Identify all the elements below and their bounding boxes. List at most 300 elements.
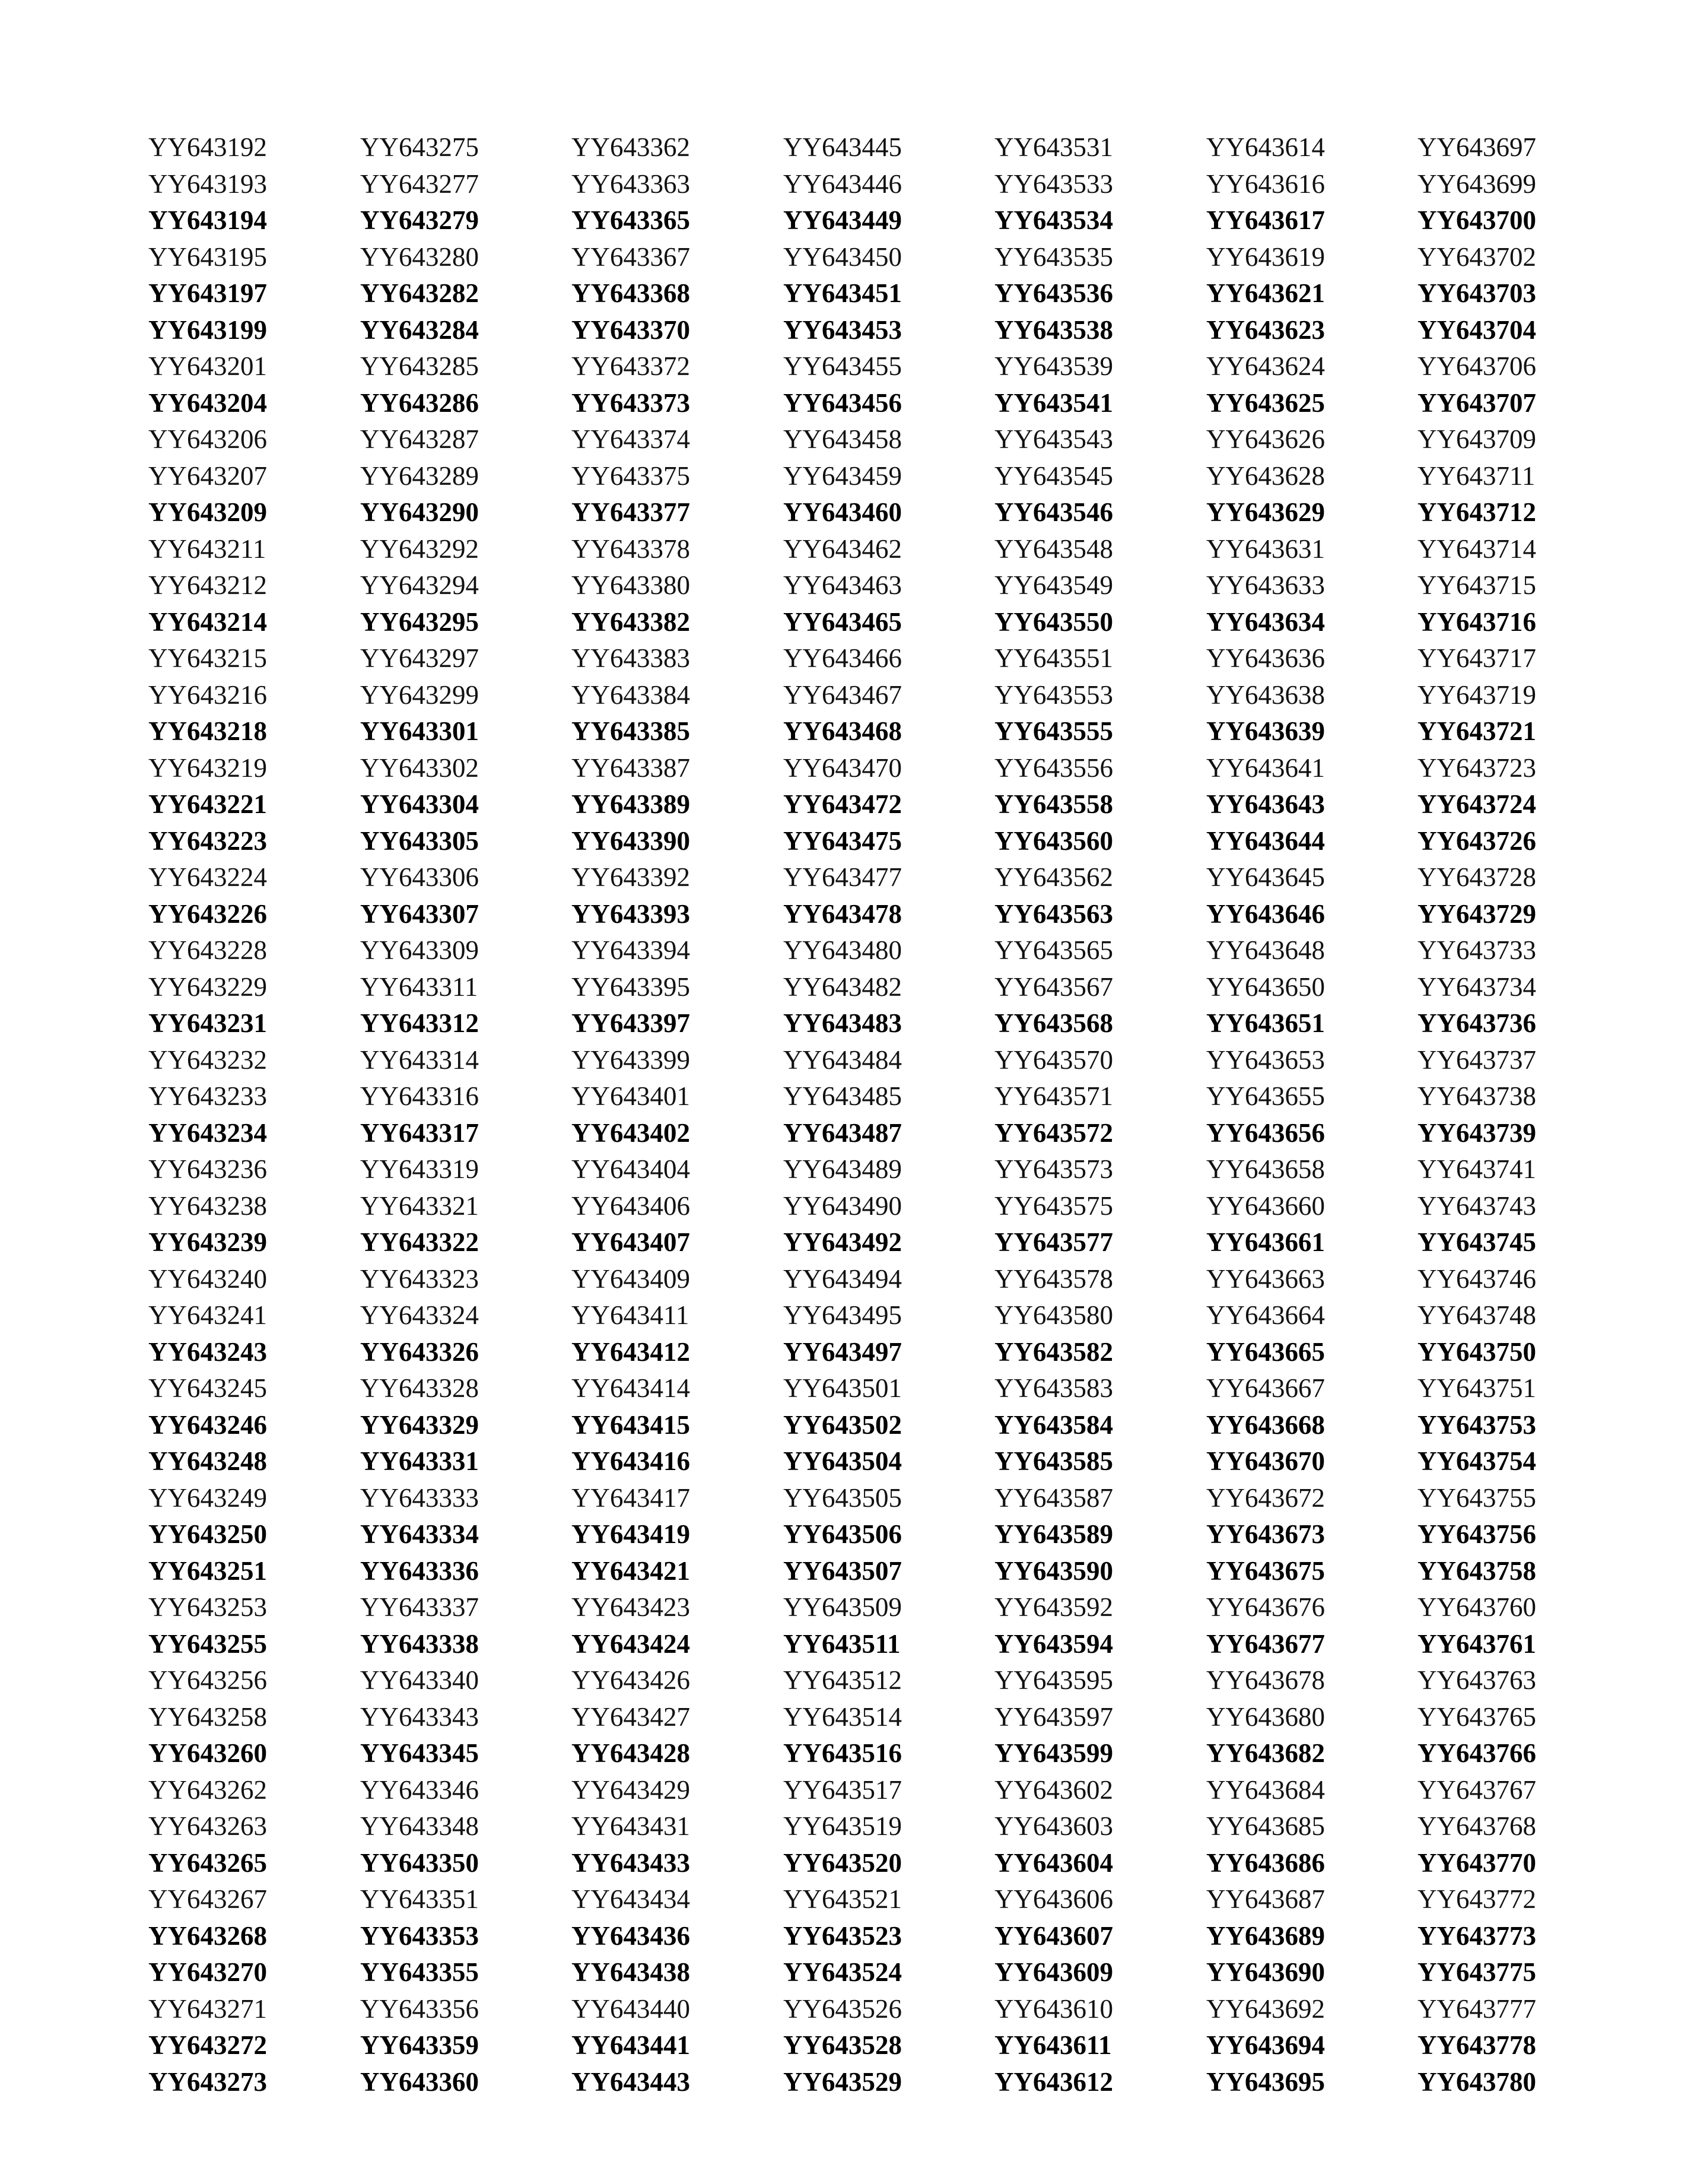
id-entry: YY643750 [1417,1337,1536,1367]
id-entry: YY643651 [1206,1008,1325,1038]
id-entry: YY643575 [994,1191,1113,1221]
id-entry: YY643373 [571,388,690,418]
id-entry: YY643582 [994,1337,1113,1367]
id-entry: YY643487 [783,1118,902,1148]
id-entry: YY643617 [1206,205,1325,235]
id-entry: YY643714 [1417,534,1536,564]
id-entry: YY643748 [1417,1300,1536,1330]
id-entry: YY643411 [571,1300,689,1330]
id-entry: YY643621 [1206,278,1325,308]
id-entry: YY643573 [994,1154,1113,1184]
id-entry: YY643678 [1206,1665,1325,1695]
id-entry: YY643350 [360,1847,479,1878]
id-entry: YY643309 [360,935,479,965]
id-entry: YY643397 [571,1008,690,1038]
id-entry: YY643280 [360,242,479,272]
id-entry: YY643243 [148,1337,267,1367]
id-entry: YY643765 [1417,1702,1536,1732]
id-entry: YY643463 [783,570,902,600]
id-entry: YY643346 [360,1774,479,1805]
id-entry: YY643634 [1206,607,1325,637]
id-entry: YY643507 [783,1556,902,1586]
id-entry: YY643367 [571,242,690,272]
id-entry: YY643531 [994,132,1113,162]
id-entry: YY643316 [360,1081,479,1111]
id-entry: YY643226 [148,899,267,929]
id-entry: YY643351 [360,1884,479,1914]
id-entry: YY643719 [1417,680,1536,710]
id-entry: YY643761 [1417,1629,1536,1659]
id-entry: YY643610 [994,1993,1113,2024]
id-entry: YY643241 [148,1300,267,1330]
id-entry: YY643478 [783,899,902,929]
id-entry: YY643584 [994,1410,1113,1440]
id-entry: YY643687 [1206,1884,1325,1914]
id-entry: YY643550 [994,607,1113,637]
id-entry: YY643267 [148,1884,267,1914]
id-entry: YY643251 [148,1556,267,1586]
id-entry: YY643504 [783,1446,902,1476]
id-entry: YY643348 [360,1811,479,1841]
id-entry: YY643353 [360,1920,479,1951]
id-entry: YY643485 [783,1081,902,1111]
id-entry: YY643737 [1417,1045,1536,1075]
id-entry: YY643211 [148,534,266,564]
id-entry: YY643409 [571,1264,690,1294]
id-entry: YY643305 [360,826,479,856]
id-entry: YY643362 [571,132,690,162]
id-entry: YY643756 [1417,1519,1536,1549]
id-entry: YY643589 [994,1519,1113,1549]
id-entry: YY643455 [783,351,902,381]
id-entry: YY643682 [1206,1738,1325,1768]
id-entry: YY643262 [148,1774,267,1805]
id-entry: YY643578 [994,1264,1113,1294]
id-entry: YY643670 [1206,1446,1325,1476]
id-entry: YY643470 [783,753,902,783]
id-entry: YY643772 [1417,1884,1536,1914]
id-entry: YY643501 [783,1373,902,1403]
id-entry: YY643459 [783,461,902,491]
id-entry: YY643395 [571,972,690,1002]
id-entry: YY643639 [1206,716,1325,746]
id-entry: YY643355 [360,1957,479,1987]
id-entry: YY643631 [1206,534,1325,564]
id-entry: YY643197 [148,278,267,308]
id-entry: YY643260 [148,1738,267,1768]
id-entry: YY643275 [360,132,479,162]
id-entry: YY643626 [1206,424,1325,454]
id-entry: YY643599 [994,1738,1113,1768]
id-entry: YY643204 [148,388,267,418]
id-entry: YY643401 [571,1081,690,1111]
id-entry: YY643739 [1417,1118,1536,1148]
id-entry: YY643219 [148,753,267,783]
id-entry: YY643414 [571,1373,690,1403]
id-column-5 [994,129,1190,2100]
id-entry: YY643685 [1206,1811,1325,1841]
id-entry: YY643453 [783,315,902,345]
id-entry: YY643694 [1206,2030,1325,2060]
id-entry: YY643375 [571,461,690,491]
id-entry: YY643611 [994,2030,1112,2060]
id-entry: YY643449 [783,205,902,235]
id-entry: YY643484 [783,1045,902,1075]
id-entry: YY643511 [783,1629,901,1659]
id-entry: YY643677 [1206,1629,1325,1659]
id-entry: YY643563 [994,899,1113,929]
id-entry: YY643702 [1417,242,1536,272]
id-entry: YY643514 [783,1702,902,1732]
id-entry: YY643279 [360,205,479,235]
id-entry: YY643404 [571,1154,690,1184]
id-entry: YY643282 [360,278,479,308]
id-entry: YY643603 [994,1811,1113,1841]
id-entry: YY643571 [994,1081,1113,1111]
id-entry: YY643209 [148,497,267,527]
id-entry: YY643595 [994,1665,1113,1695]
id-entry: YY643758 [1417,1556,1536,1586]
id-entry: YY643270 [148,1957,267,1987]
id-entry: YY643240 [148,1264,267,1294]
id-entry: YY643763 [1417,1665,1536,1695]
id-entry: YY643766 [1417,1738,1536,1768]
id-entry: YY643663 [1206,1264,1325,1294]
id-entry: YY643628 [1206,461,1325,491]
id-entry: YY643302 [360,753,479,783]
id-entry: YY643686 [1206,1847,1325,1878]
id-entry: YY643239 [148,1227,267,1257]
id-entry: YY643460 [783,497,902,527]
id-entry: YY643606 [994,1884,1113,1914]
id-entry: YY643636 [1206,643,1325,673]
id-entry: YY643624 [1206,351,1325,381]
id-entry: YY643289 [360,461,479,491]
id-entry: YY643643 [1206,789,1325,819]
id-entry: YY643360 [360,2066,479,2097]
id-entry: YY643378 [571,534,690,564]
id-entry: YY643520 [783,1847,902,1878]
id-entry: YY643633 [1206,570,1325,600]
id-entry: YY643770 [1417,1847,1536,1878]
id-entry: YY643509 [783,1592,902,1622]
id-entry: YY643548 [994,534,1113,564]
id-entry: YY643343 [360,1702,479,1732]
id-entry: YY643207 [148,461,267,491]
id-entry: YY643317 [360,1118,479,1148]
id-entry: YY643380 [571,570,690,600]
id-entry: YY643553 [994,680,1113,710]
id-entry: YY643609 [994,1957,1113,1987]
id-entry: YY643707 [1417,388,1536,418]
id-entry: YY643653 [1206,1045,1325,1075]
id-entry: YY643545 [994,461,1113,491]
id-entry: YY643753 [1417,1410,1536,1440]
id-entry: YY643572 [994,1118,1113,1148]
id-entry: YY643334 [360,1519,479,1549]
id-entry: YY643370 [571,315,690,345]
id-entry: YY643728 [1417,862,1536,892]
id-entry: YY643382 [571,607,690,637]
id-entry: YY643692 [1206,1993,1325,2024]
id-entry: YY643648 [1206,935,1325,965]
id-entry: YY643675 [1206,1556,1325,1586]
id-entry: YY643641 [1206,753,1325,783]
id-entry: YY643660 [1206,1191,1325,1221]
id-entry: YY643215 [148,643,267,673]
id-entry: YY643443 [571,2066,690,2097]
id-entry: YY643268 [148,1920,267,1951]
id-entry: YY643465 [783,607,902,637]
id-entry: YY643546 [994,497,1113,527]
id-entry: YY643614 [1206,132,1325,162]
id-entry: YY643570 [994,1045,1113,1075]
id-entry: YY643384 [571,680,690,710]
id-entry: YY643555 [994,716,1113,746]
id-entry: YY643512 [783,1665,902,1695]
id-entry: YY643723 [1417,753,1536,783]
id-entry: YY643385 [571,716,690,746]
id-entry: YY643729 [1417,899,1536,929]
id-entry: YY643680 [1206,1702,1325,1732]
id-entry: YY643368 [571,278,690,308]
id-entry: YY643232 [148,1045,267,1075]
id-entry: YY643523 [783,1920,902,1951]
id-entry: YY643285 [360,351,479,381]
id-column-7 [1417,129,1613,2100]
id-entry: YY643429 [571,1774,690,1805]
id-entry: YY643438 [571,1957,690,1987]
id-entry: YY643216 [148,680,267,710]
id-entry: YY643716 [1417,607,1536,637]
id-entry: YY643483 [783,1008,902,1038]
id-entry: YY643567 [994,972,1113,1002]
id-entry: YY643517 [783,1774,902,1805]
id-entry: YY643321 [360,1191,479,1221]
id-entry: YY643312 [360,1008,479,1038]
id-entry: YY643387 [571,753,690,783]
id-column-6 [1206,129,1402,2100]
id-entry: YY643294 [360,570,479,600]
id-entry: YY643519 [783,1811,902,1841]
id-entry: YY643458 [783,424,902,454]
id-entry: YY643417 [571,1483,690,1513]
id-entry: YY643490 [783,1191,902,1221]
id-entry: YY643256 [148,1665,267,1695]
id-entry: YY643393 [571,899,690,929]
id-entry: YY643193 [148,169,267,199]
id-entry: YY643528 [783,2030,902,2060]
id-entry: YY643299 [360,680,479,710]
id-entry: YY643402 [571,1118,690,1148]
id-entry: YY643734 [1417,972,1536,1002]
id-entry: YY643494 [783,1264,902,1294]
id-entry: YY643533 [994,169,1113,199]
id-entry: YY643667 [1206,1373,1325,1403]
id-entry: YY643775 [1417,1957,1536,1987]
id-entry: YY643551 [994,643,1113,673]
id-entry: YY643328 [360,1373,479,1403]
id-entry: YY643558 [994,789,1113,819]
id-entry: YY643407 [571,1227,690,1257]
id-entry: YY643597 [994,1702,1113,1732]
id-entry: YY643721 [1417,716,1536,746]
id-entry: YY643646 [1206,899,1325,929]
id-entry: YY643263 [148,1811,267,1841]
id-entry: YY643743 [1417,1191,1536,1221]
id-entry: YY643224 [148,862,267,892]
id-entry: YY643195 [148,242,267,272]
id-entry: YY643292 [360,534,479,564]
id-entry: YY643277 [360,169,479,199]
id-entry: YY643746 [1417,1264,1536,1294]
id-entry: YY643706 [1417,351,1536,381]
id-entry: YY643394 [571,935,690,965]
id-entry: YY643673 [1206,1519,1325,1549]
id-entry: YY643672 [1206,1483,1325,1513]
id-entry: YY643433 [571,1847,690,1878]
id-entry: YY643717 [1417,643,1536,673]
id-entry: YY643416 [571,1446,690,1476]
id-entry: YY643229 [148,972,267,1002]
id-entry: YY643295 [360,607,479,637]
id-entry: YY643255 [148,1629,267,1659]
id-entry: YY643272 [148,2030,267,2060]
id-entry: YY643699 [1417,169,1536,199]
id-entry: YY643363 [571,169,690,199]
id-entry: YY643645 [1206,862,1325,892]
id-entry: YY643372 [571,351,690,381]
id-column-3 [571,129,767,2100]
id-entry: YY643246 [148,1410,267,1440]
id-entry: YY643492 [783,1227,902,1257]
id-entry: YY643389 [571,789,690,819]
id-entry: YY643456 [783,388,902,418]
id-entry: YY643228 [148,935,267,965]
id-entry: YY643594 [994,1629,1113,1659]
id-entry: YY643736 [1417,1008,1536,1038]
id-entry: YY643556 [994,753,1113,783]
id-entry: YY643245 [148,1373,267,1403]
id-entry: YY643562 [994,862,1113,892]
id-entry: YY643441 [571,2030,690,2060]
id-entry: YY643214 [148,607,267,637]
id-entry: YY643580 [994,1300,1113,1330]
id-entry: YY643223 [148,826,267,856]
id-entry: YY643650 [1206,972,1325,1002]
id-entry: YY643655 [1206,1081,1325,1111]
id-entry: YY643212 [148,570,267,600]
id-entry: YY643383 [571,643,690,673]
id-entry: YY643480 [783,935,902,965]
id-entry: YY643446 [783,169,902,199]
id-entry: YY643709 [1417,424,1536,454]
id-entry: YY643755 [1417,1483,1536,1513]
id-entry: YY643287 [360,424,479,454]
id-entry: YY643273 [148,2066,267,2097]
id-entry: YY643284 [360,315,479,345]
id-entry: YY643565 [994,935,1113,965]
id-entry: YY643602 [994,1774,1113,1805]
id-entry: YY643495 [783,1300,902,1330]
id-entry: YY643661 [1206,1227,1325,1257]
id-entry: YY643253 [148,1592,267,1622]
id-entry: YY643199 [148,315,267,345]
id-entry: YY643623 [1206,315,1325,345]
id-entry: YY643467 [783,680,902,710]
id-entry: YY643538 [994,315,1113,345]
id-entry: YY643311 [360,972,478,1002]
id-entry: YY643767 [1417,1774,1536,1805]
id-entry: YY643415 [571,1410,690,1440]
id-entry: YY643218 [148,716,267,746]
id-entry: YY643754 [1417,1446,1536,1476]
id-entry: YY643521 [783,1884,902,1914]
id-entry: YY643535 [994,242,1113,272]
id-entry: YY643506 [783,1519,902,1549]
id-entry: YY643249 [148,1483,267,1513]
id-entry: YY643577 [994,1227,1113,1257]
id-entry: YY643541 [994,388,1113,418]
id-entry: YY643319 [360,1154,479,1184]
id-entry: YY643668 [1206,1410,1325,1440]
id-entry: YY643524 [783,1957,902,1987]
id-entry: YY643665 [1206,1337,1325,1367]
id-entry: YY643258 [148,1702,267,1732]
id-entry: YY643201 [148,351,267,381]
id-entry: YY643250 [148,1519,267,1549]
id-entry: YY643419 [571,1519,690,1549]
id-entry: YY643345 [360,1738,479,1768]
id-entry: YY643337 [360,1592,479,1622]
id-entry: YY643489 [783,1154,902,1184]
id-entry: YY643290 [360,497,479,527]
id-entry: YY643625 [1206,388,1325,418]
id-entry: YY643703 [1417,278,1536,308]
id-entry: YY643583 [994,1373,1113,1403]
id-entry: YY643534 [994,205,1113,235]
id-entry: YY643374 [571,424,690,454]
id-entry: YY643329 [360,1410,479,1440]
id-entry: YY643516 [783,1738,902,1768]
id-entry: YY643248 [148,1446,267,1476]
id-entry: YY643406 [571,1191,690,1221]
id-entry: YY643304 [360,789,479,819]
id-entry: YY643428 [571,1738,690,1768]
id-entry: YY643424 [571,1629,690,1659]
id-entry: YY643715 [1417,570,1536,600]
id-entry: YY643356 [360,1993,479,2024]
id-entry: YY643778 [1417,2030,1536,2060]
id-entry: YY643450 [783,242,902,272]
id-entry: YY643440 [571,1993,690,2024]
id-entry: YY643336 [360,1556,479,1586]
id-entry: YY643323 [360,1264,479,1294]
id-entry: YY643377 [571,497,690,527]
id-entry: YY643472 [783,789,902,819]
id-entry: YY643234 [148,1118,267,1148]
id-entry: YY643265 [148,1847,267,1878]
id-entry: YY643616 [1206,169,1325,199]
id-entry: YY643297 [360,643,479,673]
id-entry: YY643331 [360,1446,479,1476]
id-entry: YY643768 [1417,1811,1536,1841]
id-entry: YY643322 [360,1227,479,1257]
id-entry: YY643733 [1417,935,1536,965]
id-entry: YY643689 [1206,1920,1325,1951]
id-entry: YY643676 [1206,1592,1325,1622]
id-entry: YY643301 [360,716,479,746]
